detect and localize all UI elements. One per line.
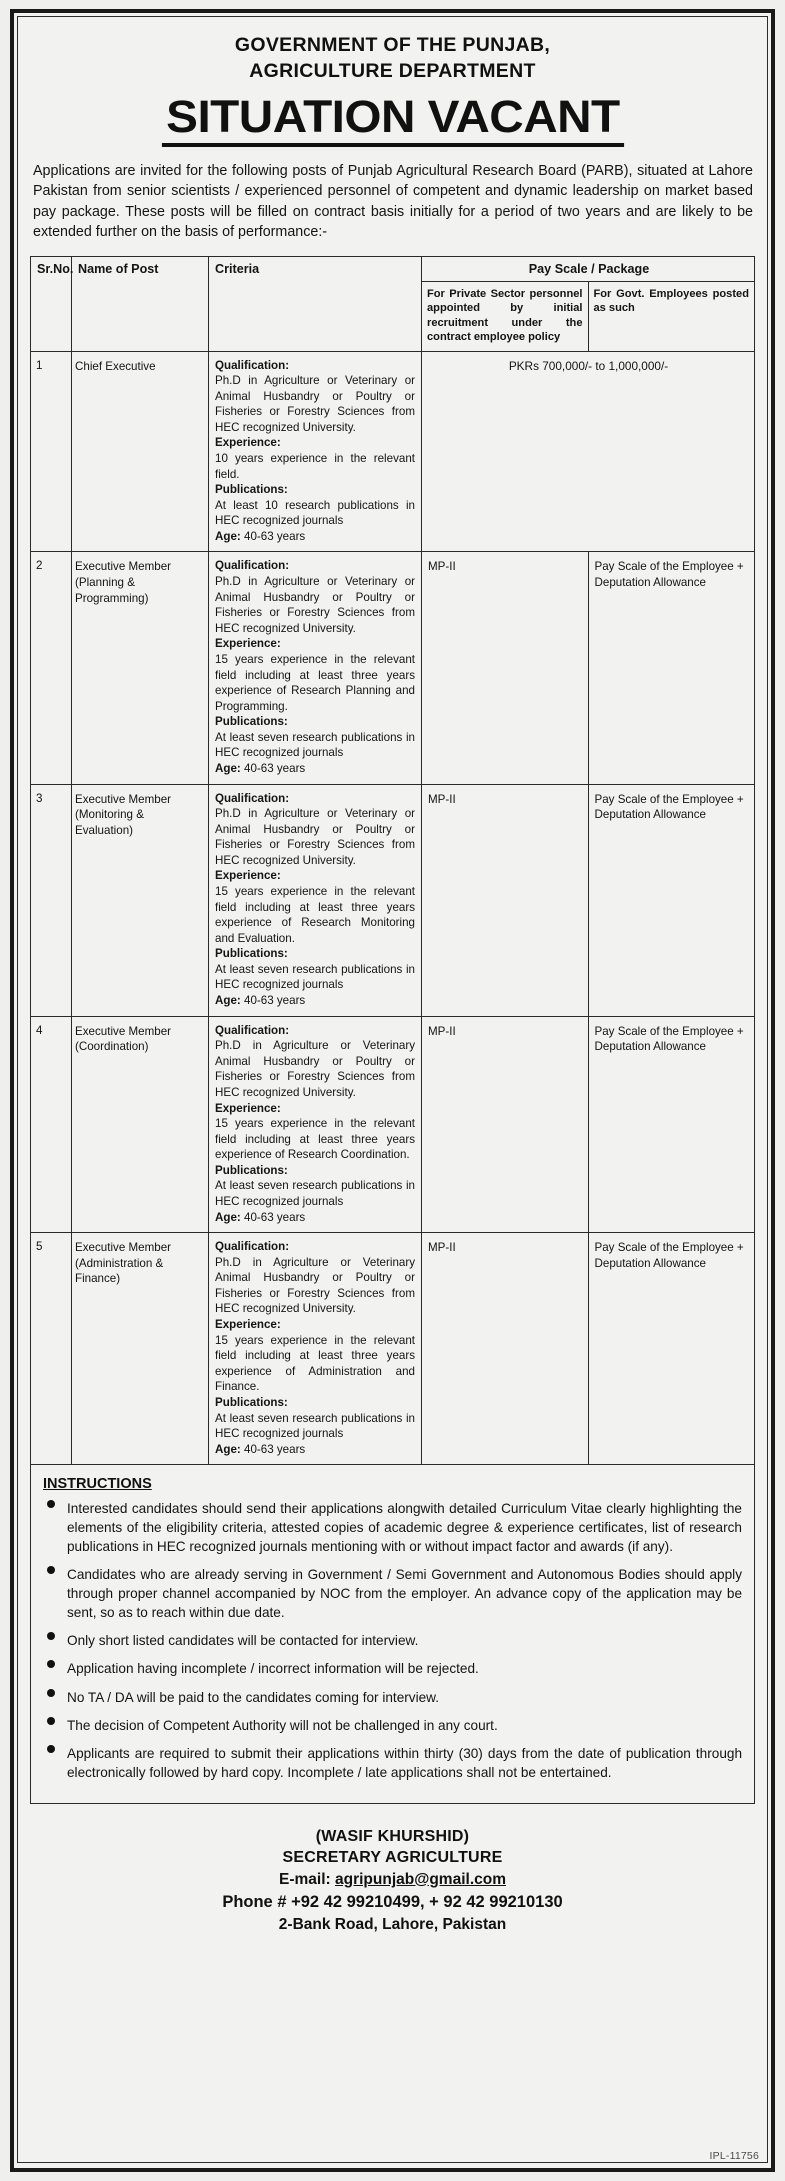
criteria-publications-label: Publications: — [215, 947, 288, 961]
criteria-age-line — [215, 1442, 415, 1458]
criteria-age-label: Age: — [215, 761, 241, 775]
cell-pay-private-sector: MP-II — [422, 1233, 589, 1465]
criteria-experience-label: Experience: — [215, 436, 281, 450]
criteria-experience-label: Experience: — [215, 1318, 281, 1332]
instruction-item — [43, 1631, 742, 1650]
criteria-experience-text: 10 years experience in the relevant field. — [215, 451, 415, 481]
criteria-age-value: 40-63 years — [244, 761, 306, 775]
instruction-text: No TA / DA will be paid to the candidates coming for interview. — [67, 1689, 440, 1705]
criteria-qualification-label: Qualification: — [215, 791, 290, 805]
criteria-publications-label: Publications: — [215, 1395, 288, 1409]
posts-table-head — [31, 256, 755, 351]
instructions-title: INSTRUCTIONS — [43, 1476, 152, 1493]
instruction-text: Candidates who are already serving in Government / Semi Government and Autonomous Bodies should apply through proper channel accompanied by NOC from the employer. An advance copy of the application may be sent, so as to reach within due date. — [67, 1567, 742, 1621]
instructions-section — [30, 1465, 755, 1803]
bullet-icon — [47, 1745, 55, 1753]
table-row — [31, 784, 755, 1016]
cell-criteria — [209, 784, 422, 1016]
cell-post-name: Executive Member (Planning & Programming) — [72, 552, 209, 784]
criteria-qualification-text: Ph.D in Agriculture or Veterinary or Animal Husbandry or Poultry or Fisheries or Forestry Sciences from HEC recognized University. — [215, 807, 415, 867]
cell-pay-private-sector: MP-II — [422, 552, 589, 784]
criteria-publications-text: At least seven research publications in HEC recognized journals — [215, 1179, 415, 1208]
criteria-qualification-label: Qualification: — [215, 1023, 290, 1037]
instruction-item — [43, 1565, 742, 1622]
publication-code: IPL-11756 — [709, 2150, 759, 2162]
cell-pay-govt-employees: Pay Scale of the Employee + Deputation Allowance — [588, 552, 755, 784]
criteria-publications-label: Publications: — [215, 1163, 288, 1177]
instruction-item — [43, 1688, 742, 1707]
cell-pay-govt-employees: Pay Scale of the Employee + Deputation Allowance — [588, 1233, 755, 1465]
contact-address: 2-Bank Road, Lahore, Pakistan — [278, 1915, 507, 1933]
instructions-list — [43, 1499, 742, 1781]
posts-table — [30, 256, 755, 1465]
col-header-govt-employees: For Govt. Employees posted as such — [588, 281, 755, 351]
criteria-experience-text: 15 years experience in the relevant field including at least three years experience of Administration and Finance. — [215, 1333, 415, 1394]
contact-phone: Phone # +92 42 99210499, + 92 42 99210130 — [222, 1892, 563, 1911]
criteria-publications-label: Publications: — [215, 483, 288, 497]
criteria-qualification-text: Ph.D in Agriculture or Veterinary or Animal Husbandry or Poultry or Fisheries or Forestry Sciences from HEC recognized University. — [215, 575, 415, 635]
cell-criteria — [209, 1016, 422, 1233]
footer-contact-block — [30, 1828, 755, 1934]
cell-post-name: Chief Executive — [72, 351, 209, 552]
cell-post-name: Executive Member (Monitoring & Evaluation) — [72, 784, 209, 1016]
cell-pay-govt-employees: Pay Scale of the Employee + Deputation Allowance — [588, 784, 755, 1016]
criteria-publications-text: At least seven research publications in HEC recognized journals — [215, 730, 415, 760]
instruction-text: Only short listed candidates will be contacted for interview. — [67, 1633, 419, 1649]
cell-pay-private-sector: MP-II — [422, 784, 589, 1016]
table-row — [31, 1233, 755, 1465]
bullet-icon — [47, 1566, 55, 1574]
bullet-icon — [47, 1632, 55, 1640]
criteria-qualification-label: Qualification: — [215, 559, 290, 573]
criteria-age-line — [215, 761, 415, 777]
col-header-name-of-post: Name of Post — [72, 256, 209, 351]
col-header-private-sector: For Private Sector personnel appointed by initial recruitment under the contract employee policy — [422, 281, 589, 351]
cell-sr-no: 1 — [31, 351, 72, 552]
email-address[interactable]: agripunjab@gmail.com — [335, 1870, 506, 1888]
criteria-age-value: 40-63 years — [244, 1210, 306, 1224]
criteria-age-label: Age: — [215, 1210, 241, 1224]
posts-table-body — [31, 351, 755, 1465]
contact-email-line — [30, 1871, 755, 1889]
signatory-role: SECRETARY AGRICULTURE — [282, 1848, 503, 1866]
cell-pay-combined: PKRs 700,000/- to 1,000,000/- — [422, 351, 755, 552]
cell-sr-no: 5 — [31, 1233, 72, 1465]
criteria-age-value: 40-63 years — [244, 994, 306, 1008]
org-title-line2: AGRICULTURE DEPARTMENT — [249, 59, 536, 82]
bullet-icon — [47, 1717, 55, 1725]
cell-sr-no: 3 — [31, 784, 72, 1016]
criteria-qualification-label: Qualification: — [215, 358, 290, 372]
criteria-publications-label: Publications: — [215, 715, 288, 729]
table-row — [31, 552, 755, 784]
instruction-text: Application having incomplete / incorrect information will be rejected. — [67, 1661, 479, 1677]
criteria-qualification-text: Ph.D in Agriculture or Veterinary or Animal Husbandry or Poultry or Fisheries or Forestry Sciences from HEC recognized University. — [215, 374, 415, 434]
instruction-item — [43, 1659, 742, 1678]
ad-inner-border — [17, 16, 768, 2163]
bullet-icon — [47, 1689, 55, 1697]
criteria-publications-text: At least 10 research publications in HEC recognized journals — [215, 498, 415, 528]
criteria-publications-text: At least seven research publications in HEC recognized journals — [215, 1411, 415, 1441]
cell-criteria — [209, 1233, 422, 1465]
org-title-line1: GOVERNMENT OF THE PUNJAB, — [234, 34, 551, 56]
cell-post-name: Executive Member (Coordination) — [72, 1016, 209, 1233]
page-title: SITUATION VACANT — [162, 94, 624, 147]
cell-pay-private-sector: MP-II — [422, 1016, 589, 1233]
col-header-sr-no: Sr.No. — [31, 256, 72, 351]
cell-criteria — [209, 552, 422, 784]
criteria-publications-text: At least seven research publications in HEC recognized journals — [215, 962, 415, 992]
cell-pay-govt-employees: Pay Scale of the Employee + Deputation Allowance — [588, 1016, 755, 1233]
table-header-row-main — [31, 256, 755, 281]
criteria-age-label: Age: — [215, 529, 241, 543]
criteria-qualification-text: Ph.D in Agriculture or Veterinary Animal Husbandry or Poultry or Fisheries or Forestry Sciences from HEC recognized University. — [215, 1255, 415, 1316]
criteria-experience-label: Experience: — [215, 1101, 281, 1115]
instruction-item — [43, 1499, 742, 1556]
cell-post-name: Executive Member (Administration & Finance) — [72, 1233, 209, 1465]
col-header-pay-scale-package: Pay Scale / Package — [422, 256, 755, 281]
bullet-icon — [47, 1500, 55, 1508]
table-row — [31, 1016, 755, 1233]
instruction-text: Applicants are required to submit their applications within thirty (30) days from the date of publication through electronically followed by hard copy. Incomplete / late applications shall not be entertained. — [67, 1745, 742, 1780]
criteria-age-value: 40-63 years — [244, 1442, 306, 1456]
criteria-experience-label: Experience: — [215, 869, 281, 883]
situation-vacant-wrap — [30, 91, 755, 147]
criteria-experience-label: Experience: — [215, 637, 281, 651]
instruction-item — [43, 1744, 742, 1782]
criteria-age-label: Age: — [215, 994, 241, 1008]
ad-outer-border — [10, 9, 775, 2172]
criteria-age-label: Age: — [215, 1442, 241, 1456]
instruction-item — [43, 1716, 742, 1735]
criteria-experience-text: 15 years experience in the relevant field including at least three years experience of Research Planning and Programming. — [215, 652, 415, 713]
signatory-name: (WASIF KHURSHID) — [315, 1827, 470, 1845]
criteria-age-line — [215, 993, 415, 1009]
cell-sr-no: 2 — [31, 552, 72, 784]
cell-sr-no: 4 — [31, 1016, 72, 1233]
instruction-text: Interested candidates should send their applications alongwith detailed Curriculum Vitae clearly highlighting the elements of the eligibility criteria, attested copies of academic degree & experience certificates, list of research publications in HEC recognized journals mentioning with or without impact factor and awards (if any). — [67, 1501, 742, 1555]
criteria-age-line — [215, 529, 415, 545]
email-label: E-mail: — [279, 1870, 331, 1888]
criteria-age-value: 40-63 years — [244, 529, 306, 543]
criteria-experience-text: 15 years experience in the relevant field including at least three years experience of Research Monitoring and Evaluation. — [215, 885, 415, 945]
intro-paragraph: Applications are invited for the following posts of Punjab Agricultural Research Board (PARB), situated at Lahore Pakistan from senior scientists / experienced personnel of competent and dynamic leadership on market based pay package. These posts will be filled on contract basis initially for a period of two years and are likely to be extended further on the basis of performance:- — [33, 163, 753, 240]
criteria-qualification-label: Qualification: — [215, 1240, 290, 1254]
table-row — [31, 351, 755, 552]
cell-criteria — [209, 351, 422, 552]
instruction-text: The decision of Competent Authority will not be challenged in any court. — [67, 1717, 498, 1733]
criteria-experience-text: 15 years experience in the relevant field including at least three years experience of Research Coordination. — [215, 1117, 415, 1162]
criteria-age-line — [215, 1210, 415, 1226]
col-header-criteria: Criteria — [209, 256, 422, 351]
criteria-qualification-text: Ph.D in Agriculture or Veterinary Animal Husbandry or Poultry or Fisheries or Forestry Sciences from HEC recognized University. — [215, 1039, 415, 1099]
bullet-icon — [47, 1660, 55, 1668]
